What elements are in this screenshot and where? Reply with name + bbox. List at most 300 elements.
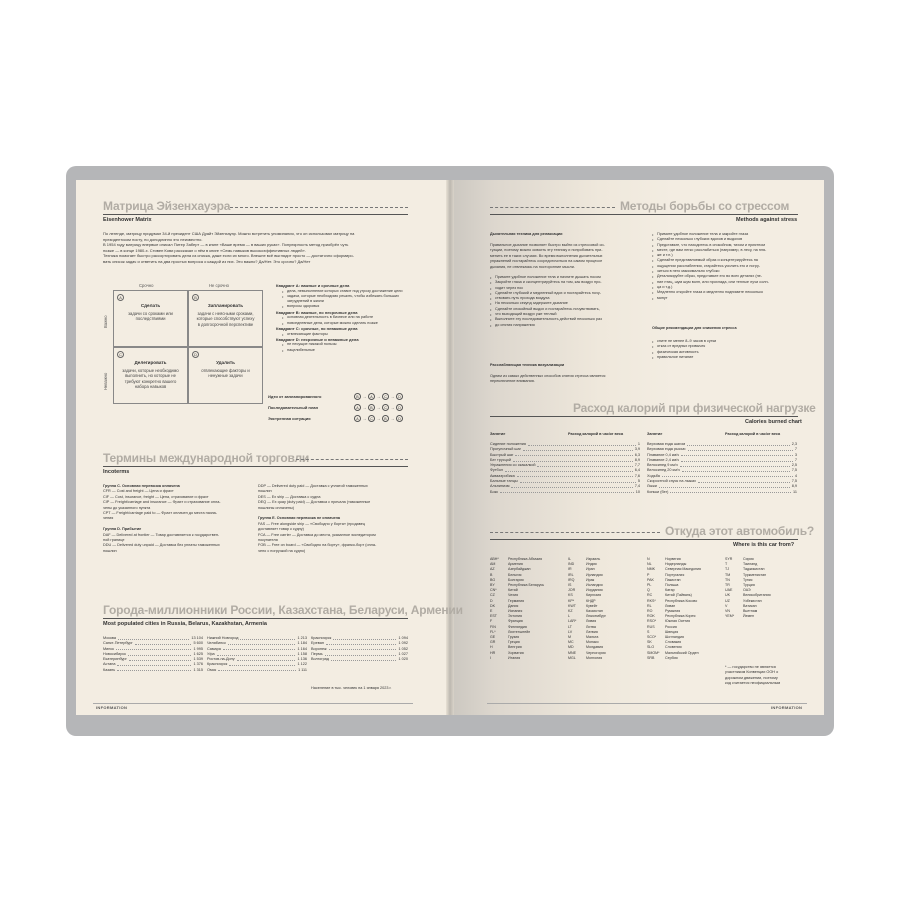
- list-item: • Детализируйте образ, представьте его во всех деталях (пе-: [652, 274, 802, 279]
- country-name: Словения: [665, 645, 682, 650]
- arrow-icon: →: [362, 394, 367, 399]
- row-leader: [228, 641, 296, 645]
- country-code: HR: [490, 650, 496, 655]
- list-item: • Сделайте спокойный выдох и постарайтесь почувствовать,: [490, 307, 640, 312]
- row-leader: [662, 474, 793, 478]
- breath-title: Дыхательная техника для релаксации: [490, 232, 563, 236]
- country-name: Монако: [586, 640, 599, 645]
- country-code: F: [490, 619, 493, 624]
- country-code: SYR: [725, 557, 733, 561]
- country-code: RKS*: [647, 598, 656, 603]
- country-code: MD: [568, 645, 574, 650]
- left-footer: INFORMATION: [96, 705, 128, 710]
- row-label: Санкт-Петербург: [103, 641, 133, 646]
- row-value: 1 158: [297, 651, 307, 656]
- stress-title: Методы борьбы со стрессом: [620, 199, 790, 213]
- row-label: Альпинизм: [490, 484, 510, 489]
- country-name: Ватикан: [743, 603, 757, 608]
- row-value: 3,9: [634, 447, 640, 452]
- flow-step: C: [368, 415, 375, 422]
- calories-col1-head-value: Расход калорий в час/кг веса: [568, 432, 624, 436]
- cell-title: Удалить: [216, 360, 235, 365]
- section-rule: [490, 416, 798, 417]
- cell-description: задачи со сроками или последствиями: [128, 311, 173, 322]
- quadrant-title: Квадрант D: несрочные и неважные дела: [276, 336, 359, 342]
- row-value: 8,9: [634, 457, 640, 462]
- flow-step: D: [396, 415, 403, 422]
- intro-line: Техника помогает быстро рассортировать дела из списка, даже если их много. Внешне всё выглядит просто — достаточно сформиро-: [103, 253, 354, 259]
- country-code: RSO*: [647, 619, 657, 624]
- country-name: Республика Косово: [665, 598, 698, 603]
- breath-text: [490, 243, 605, 270]
- row-leader: [659, 484, 790, 488]
- country-name: Эстония: [508, 614, 522, 619]
- breath-text-line: дыхания, не отвлекаясь на посторонние мысли.: [490, 264, 575, 269]
- list-item: • ние птиц, шум шум волн, или прохлада, или теплые лучи солн-: [652, 280, 802, 285]
- row-leader: [670, 490, 791, 494]
- quadrant-items: [276, 289, 411, 310]
- incoterm-line: покупателя: [258, 538, 278, 543]
- row-value: 6,3: [634, 452, 640, 457]
- cities-subtitle: Most populated cities in Russia, Belarus, Kazakhstan, Armenia: [103, 621, 267, 627]
- table-row: [490, 490, 640, 495]
- incoterm-line: Группа E. Основная перевозка не оплачена: [258, 516, 341, 521]
- country-row: [647, 656, 701, 661]
- country-name: Катар: [665, 588, 675, 593]
- country-code: IRQ: [568, 577, 575, 582]
- row-value: 5 600: [193, 641, 203, 646]
- row-value: 1 539: [193, 657, 203, 662]
- cities-note: Население в тыс. человек на 1 января 2023 г.: [311, 686, 392, 690]
- row-label: Пермь: [311, 651, 323, 656]
- country-code: FIN: [490, 624, 496, 629]
- row-label: Воронеж: [311, 646, 327, 651]
- country-code: UAE: [725, 588, 733, 593]
- country-code: VN: [725, 609, 730, 614]
- list-item: • ствовать путь прохода воздуха: [490, 296, 640, 301]
- country-code: SMOM*: [647, 650, 660, 655]
- country-code: KZ: [568, 609, 573, 614]
- row-label: Красноярск: [311, 636, 332, 640]
- row-value: 1 184: [297, 641, 307, 646]
- country-name: Ирландия: [586, 572, 603, 577]
- country-code: SLO: [647, 645, 655, 650]
- list-item: • отказ от вредных привычек: [652, 344, 802, 349]
- row-value: 1 092: [398, 641, 408, 646]
- country-name: Йемен: [743, 614, 755, 619]
- country-code: RC: [647, 593, 653, 598]
- flow-label: Последовательный план: [268, 405, 318, 410]
- viz-text-line: переключение внимания.: [490, 379, 535, 384]
- row-value: 7: [794, 447, 797, 452]
- country-code: NL: [647, 562, 652, 567]
- incoterms-subtitle: Incoterms: [103, 469, 130, 475]
- row-label: Омск: [207, 667, 217, 672]
- row-leader: [117, 668, 191, 672]
- row-label: Челябинск: [207, 641, 226, 646]
- row-value: 11: [793, 489, 797, 494]
- calories-col1-head-activity: Занятие: [490, 432, 506, 436]
- quadrant-title: Квадрант B: важные, но несрочные дела: [276, 309, 358, 315]
- row-label: Бег трусцой: [490, 457, 511, 462]
- incoterm-line: чения: [103, 516, 114, 521]
- section-rule: [103, 618, 408, 619]
- quadrant-title: Квадрант C: срочные, но неважные дела: [276, 325, 358, 331]
- flow-row: [268, 415, 408, 426]
- row-label: Минск: [103, 646, 114, 651]
- list-item: • Сделайте несколько глубоких вдохов и выдохов: [652, 237, 802, 242]
- country-name: КНДР: [586, 598, 596, 603]
- calories-column-2: [647, 442, 797, 495]
- country-name: ОАЭ: [743, 588, 751, 593]
- list-item: • Медленно откройте глаза и медленно поднимите несколько: [652, 290, 802, 295]
- list-item: • что выходящий воздух уже теплый: [490, 312, 640, 317]
- row-leader: [331, 657, 396, 661]
- row-leader: [135, 641, 192, 645]
- row-value: 13 104: [191, 636, 203, 640]
- row-label: Коньки (бег): [647, 489, 669, 494]
- incoterm-line: CFR — Cost and freight — Цена и фрахт: [103, 489, 174, 494]
- country-name: Венгрия: [508, 645, 522, 650]
- row-value: 7,7: [634, 463, 640, 468]
- eisenhower-intro: [103, 231, 408, 265]
- country-name: Великобритания: [743, 593, 771, 598]
- country-code: AM: [490, 562, 496, 567]
- row-label: Верховая езда рысью: [647, 447, 686, 452]
- intro-line: вать список задач и ответить на два простых вопроса о каждой из них. Это важно? Да/Нет. Это срочно? Да/Нет: [103, 258, 311, 264]
- country-name: Ливан: [665, 603, 676, 608]
- row-value: 1 136: [297, 657, 307, 662]
- row-value: 7,5: [791, 479, 797, 484]
- country-code: RL: [647, 603, 652, 608]
- cell-title: Делегировать: [134, 360, 167, 365]
- row-label: Уфа: [207, 651, 215, 656]
- incoterm-line: FOB — Free on board — «Свободно на борту», франко-борт (опла-: [258, 543, 377, 548]
- incoterm-line: чено с погрузкой на судно): [258, 548, 306, 553]
- cities-column-2: [207, 636, 307, 673]
- country-code: D: [490, 598, 493, 603]
- list-item: • Закройте глаза и сконцентрируйтесь на том, как воздух про-: [490, 280, 640, 285]
- country-name: Казахстан: [586, 609, 603, 614]
- row-value: 6,4: [634, 468, 640, 473]
- row-leader: [688, 447, 793, 451]
- country-code: N: [647, 557, 650, 561]
- cell-description: задачи, которые необходимо выполнить, но которые не требуют конкретно вашего набора навыков: [122, 368, 179, 390]
- country-name: Таиланд: [743, 562, 758, 567]
- row-value: 3: [794, 452, 797, 457]
- country-name: Ливия: [586, 619, 597, 624]
- stress-subtitle: Methods against stress: [736, 217, 798, 223]
- row-leader: [515, 453, 632, 457]
- country-code: P: [647, 572, 650, 577]
- row-value: 1 052: [398, 646, 408, 651]
- intro-line: По легенде, матрицу придумал 34-й президент США Дуайт Эйзенхауэр. Можно встретить упоминания, что он использовал матрицу на: [103, 231, 355, 236]
- country-name: Мальта: [586, 635, 599, 640]
- flow-step: B: [354, 393, 361, 400]
- country-code: KWT: [568, 603, 576, 608]
- row-label: Красноярск: [207, 662, 228, 667]
- row-leader: [326, 641, 397, 645]
- row-label: Плавание 0,4 км/ч: [647, 452, 680, 457]
- row-value: 7,4: [634, 484, 640, 489]
- book-spine: [446, 180, 454, 715]
- row-label: Велосипед 20 км/ч: [647, 468, 680, 473]
- country-code: IRL: [568, 572, 574, 577]
- row-leader: [223, 647, 296, 651]
- row-leader: [229, 662, 295, 666]
- incoterm-line: пошлины оплачены): [258, 505, 295, 510]
- arrow-icon: →: [390, 394, 395, 399]
- country-code: EST: [490, 614, 497, 619]
- flow-label: Экстренная ситуация: [268, 416, 311, 421]
- calories-col2-head-activity: Занятие: [647, 432, 663, 436]
- row-label: Скоростной спуск на лыжах: [647, 479, 696, 484]
- row-leader: [520, 479, 636, 483]
- row-value: 2,3: [791, 442, 797, 446]
- cell-letter: D: [192, 351, 199, 358]
- row-leader: [528, 442, 636, 446]
- row-leader: [117, 662, 191, 666]
- row-important-label: Важно: [103, 315, 108, 328]
- country-name: Португалия: [665, 572, 685, 577]
- incoterm-line: ной границе: [103, 538, 125, 543]
- note-line: участником Конвенции ООН о: [725, 670, 779, 675]
- country-row: [490, 656, 544, 661]
- incoterm-line: DEQ — Ex quay (duty paid) — Доставка с причала (таможенные: [258, 500, 371, 505]
- country-code: S: [647, 629, 650, 634]
- eisenhower-matrix: [103, 283, 263, 410]
- country-code: IND: [568, 562, 575, 567]
- list-item: • правильное питание: [652, 355, 802, 360]
- country-name: Люксембург: [586, 614, 606, 619]
- row-value: 1 122: [297, 662, 307, 667]
- arrow-icon: →: [390, 405, 395, 410]
- row-value: 1 315: [193, 667, 203, 672]
- country-name: Узбекистан: [743, 598, 762, 603]
- list-item: • вопросы здоровья: [282, 304, 411, 309]
- country-name: Латвия: [586, 629, 598, 634]
- row-label: Футбол: [490, 468, 503, 473]
- row-value: 5: [637, 479, 640, 484]
- table-row: [647, 490, 797, 495]
- country-name: Монголия: [586, 655, 603, 660]
- list-item: • месте, где вам легко расслабиться (например, в лесу, на пля-: [652, 248, 802, 253]
- cell-letter: C: [117, 351, 124, 358]
- row-label: Лыжи: [647, 484, 657, 489]
- row-label: Аквааэробика: [490, 473, 515, 478]
- calories-subtitle: Calories burned chart: [745, 419, 802, 425]
- list-item: • основная деятельность в бизнесе или на работе: [282, 315, 411, 320]
- country-name: Грузия: [508, 635, 520, 640]
- title-rule: [490, 207, 615, 208]
- country-name: Швеция: [665, 629, 679, 634]
- matrix-cell-c: [113, 347, 188, 404]
- country-code: RO: [647, 609, 653, 614]
- section-rule: [103, 214, 408, 215]
- arrow-icon: →: [390, 416, 395, 421]
- country-name: Греция: [508, 640, 520, 645]
- row-leader: [511, 484, 632, 488]
- country-code: M: [568, 635, 571, 640]
- country-code: B: [490, 572, 493, 577]
- country-code: I: [490, 655, 491, 660]
- country-name: Болгария: [508, 577, 524, 582]
- row-label: Новосибирск: [103, 651, 126, 656]
- flow-sequence: [354, 404, 403, 411]
- country-code: MGL: [568, 655, 576, 660]
- country-code: MNE: [568, 650, 576, 655]
- incoterm-line: CIP — Freight/carriage and insurance — Фрахт и страхование опла-: [103, 500, 221, 505]
- list-item: • физическая активность: [652, 350, 802, 355]
- row-label: Велосипед 9 км/ч: [647, 463, 678, 468]
- row-label: Сидение положения: [490, 442, 526, 446]
- row-value: 1 213: [297, 636, 307, 640]
- row-label: Астана: [103, 662, 116, 667]
- cars-title: Откуда этот автомобиль?: [665, 524, 814, 538]
- country-name: Словакия: [665, 640, 682, 645]
- country-code: L: [568, 614, 570, 619]
- arrow-icon: →: [376, 394, 381, 399]
- list-item: • же и т.п.): [652, 253, 802, 258]
- country-name: Испания: [508, 609, 523, 614]
- row-leader: [240, 636, 295, 640]
- row-leader: [333, 636, 396, 640]
- flow-sequence: [354, 415, 403, 422]
- quadrant-title: Квадрант A: важные и срочные дела: [276, 283, 350, 288]
- country-name: Мальтийский Орден: [665, 650, 699, 655]
- country-code: ROK: [647, 614, 655, 619]
- country-code: SCO*: [647, 635, 657, 640]
- row-leader: [218, 668, 296, 672]
- list-item: • спите не менее 8–9 часов в сутки: [652, 339, 802, 344]
- list-item: • Примите удобное положение тела и начните дышать носом: [490, 275, 640, 280]
- incoterm-line: Группа D. Прибытие: [103, 527, 142, 532]
- country-code: PAK: [647, 577, 654, 582]
- section-rule: [490, 539, 798, 540]
- row-leader: [505, 468, 633, 472]
- row-label: Бокс: [490, 489, 499, 494]
- title-rule: [296, 459, 408, 460]
- row-leader: [128, 652, 192, 656]
- country-name: Финляндия: [508, 624, 527, 629]
- cell-letter: A: [117, 294, 124, 301]
- country-code: GR: [490, 640, 496, 645]
- country-code: V: [725, 603, 728, 608]
- row-label: Бальные танцы: [490, 479, 518, 484]
- country-name: Китай (Тайвань): [665, 593, 692, 598]
- row-leader: [513, 458, 633, 462]
- country-name: Литва: [586, 624, 596, 629]
- breath-text-line: туации, поэтому можно освоить эту технику и попробовать при-: [490, 248, 603, 253]
- arrow-icon: →: [362, 416, 367, 421]
- country-code: KP*: [568, 598, 575, 603]
- country-code: LT: [568, 624, 572, 629]
- row-value: 7: [794, 457, 797, 462]
- calories-title: Расход калорий при физической нагрузке: [573, 401, 816, 415]
- list-item: • Выполните эту последовательность действий несколько раз: [490, 317, 640, 322]
- list-item: • дела, невыполнение которых ставит под угрозу достижение цели: [282, 289, 411, 294]
- cell-letter: B: [192, 294, 199, 301]
- row-label: Упражнения со скакалкой: [490, 463, 536, 468]
- country-code: YEM*: [725, 614, 735, 619]
- incoterm-line: DAF — Delivered at frontier — Товар доставляется к государствен-: [103, 532, 220, 537]
- breath-text-line: упражнений постарайтесь сосредоточиться на самом процессе: [490, 259, 603, 264]
- flow-step: B: [382, 415, 389, 422]
- flow-step: A: [354, 404, 361, 411]
- cars-subtitle: Where is this car from?: [733, 542, 795, 548]
- country-name: Кувейт: [586, 603, 598, 608]
- country-name: Индия: [586, 562, 597, 567]
- country-code: UK: [725, 593, 730, 598]
- list-item: • до снятия напряжения: [490, 323, 640, 328]
- table-row: [311, 657, 408, 662]
- row-not-important-label: Неважно: [103, 372, 108, 390]
- cities-title: Города-миллионники России, Казахстана, Беларуси, Армении: [103, 603, 463, 617]
- row-value: 1 995: [193, 646, 203, 651]
- quadrant-descriptions: [276, 283, 411, 353]
- country-name: Исландия: [586, 583, 603, 588]
- country-code: NMK: [647, 567, 655, 572]
- row-leader: [682, 468, 790, 472]
- quadrant-items: [276, 342, 411, 353]
- country-code: Q: [647, 588, 650, 593]
- country-name: Вьетнам: [743, 609, 758, 614]
- row-leader: [681, 453, 793, 457]
- country-code: IL: [568, 557, 571, 561]
- row-value: 1 111: [298, 667, 307, 672]
- flow-row: [268, 404, 408, 415]
- arrow-icon: →: [376, 416, 381, 421]
- row-value: 10: [635, 489, 640, 494]
- country-name: Турция: [743, 583, 755, 588]
- row-label: Волгоград: [311, 657, 330, 662]
- country-row: [568, 656, 606, 661]
- row-leader: [698, 479, 790, 483]
- country-name: Армения: [508, 562, 523, 567]
- cell-title: Запланировать: [207, 303, 244, 308]
- footer-rule: [487, 703, 807, 704]
- row-value: 2,5: [791, 463, 797, 468]
- country-code: UZ: [725, 598, 730, 603]
- country-name: Нидерланды: [665, 562, 687, 567]
- country-code: GE: [490, 635, 496, 640]
- country-name: Италия: [508, 655, 521, 660]
- list-item: • зиться в него максимально глубоко: [652, 269, 802, 274]
- country-name: Бельгия: [508, 572, 522, 577]
- country-code: LAR*: [568, 619, 577, 624]
- country-row: [725, 614, 771, 619]
- row-label: Ходьба: [647, 473, 660, 478]
- list-item: • Примите удобное положение тела и закройте глаза: [652, 232, 802, 237]
- country-code: IR: [568, 567, 572, 572]
- list-item: • повседневные дела, которые можно сделать позже: [282, 321, 411, 326]
- list-item: • не несущие никакой пользы: [282, 342, 411, 347]
- country-name: Тунис: [743, 577, 753, 582]
- flow-label: Идти от запланированного: [268, 394, 322, 399]
- flow-step: D: [396, 404, 403, 411]
- country-name: Республика Абхазия: [508, 557, 543, 561]
- country-code: BY: [490, 583, 495, 588]
- cell-description: задачи с неясными сроками, которые способствуют успеху в долгосрочной перспективе: [196, 311, 255, 327]
- incoterm-line: FAS — Free alongside ship — «Свободно у борта» (продавец: [258, 521, 366, 526]
- row-value: 1 376: [193, 662, 203, 667]
- flow-step: C: [382, 393, 389, 400]
- calories-col2-head-value: Расход калорий в час/кг веса: [725, 432, 781, 436]
- cars-column-3: [647, 557, 701, 661]
- breath-text-line: менить ее в таких случаях. Во время выполнения дыхательных: [490, 253, 603, 258]
- country-name: Черногория: [586, 650, 606, 655]
- country-name: Лихтенштейн: [508, 629, 531, 634]
